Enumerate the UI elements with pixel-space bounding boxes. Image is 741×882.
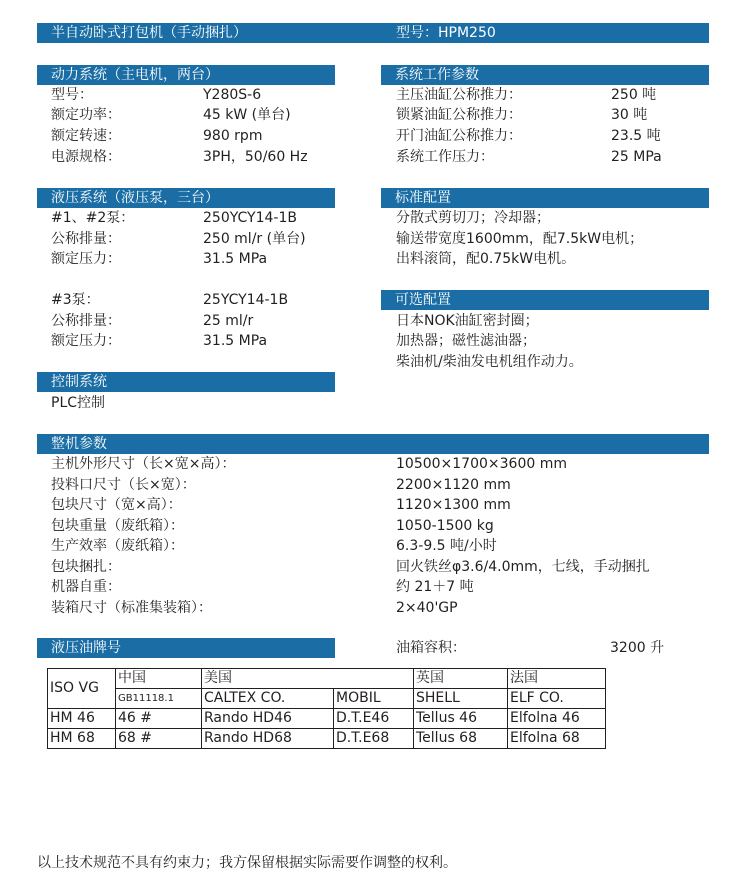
config-line: 输送带宽度1600mm，配7.5kW电机； bbox=[396, 231, 644, 247]
control-text: PLC控制 bbox=[51, 395, 106, 411]
spec-value: 31.5 MPa bbox=[203, 333, 268, 349]
power-section-title: 动力系统（主电机，两台） bbox=[51, 67, 219, 83]
spec-label: 额定压力： bbox=[51, 333, 121, 349]
spec-value: 45 kW (单台) bbox=[203, 107, 291, 123]
spec-label: 机器自重： bbox=[51, 579, 121, 595]
spec-value: 25YCY14-1B bbox=[203, 292, 289, 308]
brand-cell: SHELL bbox=[414, 689, 508, 709]
spec-value: 25 ml/r bbox=[203, 313, 254, 329]
table-cell: D.T.E46 bbox=[334, 709, 414, 729]
spec-label: 系统工作压力： bbox=[396, 149, 494, 165]
spec-label: 型号： bbox=[51, 87, 93, 103]
model-label: 型号：HPM250 bbox=[396, 25, 496, 41]
table-row bbox=[48, 669, 606, 689]
divider bbox=[381, 308, 709, 309]
footer-note: 以上技术规范不具有约束力；我方保留根据实际需要作调整的权利。 bbox=[37, 855, 457, 871]
system-section-header bbox=[381, 65, 709, 85]
spec-label: #3泵： bbox=[51, 292, 100, 308]
standard-section-title: 标准配置 bbox=[395, 190, 451, 206]
spec-value: 约 21＋7 吨 bbox=[396, 579, 474, 595]
spec-value: 980 rpm bbox=[203, 128, 263, 144]
spec-value: 25 MPa bbox=[611, 149, 662, 165]
spec-value: 6.3-9.5 吨/小时 bbox=[396, 538, 497, 554]
table-cell: HM 68 bbox=[48, 729, 116, 749]
table-cell: Rando HD46 bbox=[202, 709, 334, 729]
spec-value: 250YCY14-1B bbox=[203, 210, 297, 226]
spec-value: 250 吨 bbox=[611, 87, 657, 103]
divider bbox=[37, 206, 335, 207]
divider bbox=[381, 83, 709, 84]
table-row bbox=[48, 709, 606, 729]
spec-value: 2×40'GP bbox=[396, 600, 458, 616]
spec-label: 锁紧油缸公称推力： bbox=[396, 107, 522, 123]
brand-cell: CALTEX CO. bbox=[202, 689, 334, 709]
brand-cell: MOBIL bbox=[334, 689, 414, 709]
power-section-header bbox=[37, 65, 335, 85]
spec-label: 包块尺寸（宽×高）： bbox=[51, 497, 182, 513]
doc-title: 半自动卧式打包机（手动捆扎） bbox=[51, 25, 247, 41]
spec-row bbox=[51, 147, 121, 167]
country-cell: 中国 bbox=[116, 669, 202, 689]
tank-value: 3200 升 bbox=[610, 640, 665, 656]
table-cell: 46 # bbox=[116, 709, 202, 729]
country-cell: 法国 bbox=[508, 669, 606, 689]
table-cell: D.T.E68 bbox=[334, 729, 414, 749]
hydraulic-section-title: 液压系统（液压泵，三台） bbox=[51, 190, 219, 206]
table-cell: Tellus 68 bbox=[414, 729, 508, 749]
divider bbox=[381, 206, 709, 207]
spec-label: 电源规格： bbox=[51, 149, 121, 165]
spec-label: 额定转速： bbox=[51, 128, 121, 144]
spec-label: 生产效率（废纸箱）： bbox=[51, 538, 184, 554]
spec-value: Y280S-6 bbox=[203, 87, 262, 103]
table-row bbox=[48, 729, 606, 749]
brand-cell: GB11118.1 bbox=[116, 689, 202, 709]
spec-value: 250 ml/r (单台) bbox=[203, 231, 306, 247]
divider bbox=[37, 390, 335, 391]
config-line: 柴油机/柴油发电机组作动力。 bbox=[396, 354, 583, 370]
spec-label: 开门油缸公称推力： bbox=[396, 128, 522, 144]
spec-value: 31.5 MPa bbox=[203, 251, 268, 267]
config-line: 出料滚筒，配0.75kW电机。 bbox=[396, 251, 576, 267]
header-bar bbox=[37, 23, 709, 43]
spec-value: 10500×1700×3600 mm bbox=[396, 456, 567, 472]
spec-label: 包块重量（废纸箱）： bbox=[51, 518, 184, 534]
spec-label: 投料口尺寸（长×宽）： bbox=[51, 477, 196, 493]
spec-value: 23.5 吨 bbox=[611, 128, 661, 144]
hydraulic-section-header bbox=[37, 188, 335, 208]
standard-section-header bbox=[381, 188, 709, 208]
divider bbox=[37, 452, 709, 453]
tank-label: 油箱容积： bbox=[396, 640, 466, 656]
system-section-title: 系统工作参数 bbox=[395, 67, 479, 83]
spec-value: 2200×1120 mm bbox=[396, 477, 511, 493]
spec-row bbox=[51, 126, 121, 146]
table-cell: HM 46 bbox=[48, 709, 116, 729]
divider bbox=[37, 656, 335, 657]
machine-section-title: 整机参数 bbox=[51, 436, 107, 452]
country-cell: 英国 bbox=[414, 669, 508, 689]
table-cell: Elfolna 68 bbox=[508, 729, 606, 749]
spec-label: 装箱尺寸（标准集装箱）： bbox=[51, 600, 212, 616]
machine-section-header bbox=[37, 434, 709, 454]
spec-label: 主压油缸公称推力： bbox=[396, 87, 522, 103]
config-line: 日本NOK油缸密封圈； bbox=[396, 313, 539, 329]
table-cell: Rando HD68 bbox=[202, 729, 334, 749]
iso-header: ISO VG bbox=[48, 669, 116, 709]
spec-label: 额定压力： bbox=[51, 251, 121, 267]
divider bbox=[37, 83, 335, 84]
spec-value: 30 吨 bbox=[611, 107, 648, 123]
spec-value: 1120×1300 mm bbox=[396, 497, 511, 513]
oil-grade-table bbox=[47, 668, 606, 749]
table-row bbox=[48, 689, 606, 709]
country-cell: 美国 bbox=[202, 669, 414, 689]
spec-row bbox=[51, 105, 121, 125]
control-section-title: 控制系统 bbox=[51, 374, 107, 390]
config-line: 加热器；磁性滤油器； bbox=[396, 333, 536, 349]
spec-label: 公称排量： bbox=[51, 313, 121, 329]
spec-value: 1050-1500 kg bbox=[396, 518, 494, 534]
optional-section-header bbox=[381, 290, 709, 310]
spec-label: 额定功率： bbox=[51, 107, 121, 123]
optional-section-title: 可选配置 bbox=[395, 292, 451, 308]
spec-row bbox=[51, 85, 93, 105]
oil-section-header bbox=[37, 638, 335, 658]
spec-label: 公称排量： bbox=[51, 231, 121, 247]
table-cell: Elfolna 46 bbox=[508, 709, 606, 729]
spec-label: 包块捆扎： bbox=[51, 559, 121, 575]
spec-label: 主机外形尺寸（长×宽×高）： bbox=[51, 456, 236, 472]
config-line: 分散式剪切刀；冷却器； bbox=[396, 210, 550, 226]
oil-section-title: 液压油牌号 bbox=[51, 640, 121, 656]
table-cell: Tellus 46 bbox=[414, 709, 508, 729]
table-cell: 68 # bbox=[116, 729, 202, 749]
spec-label: #1、#2泵： bbox=[51, 210, 135, 226]
control-section-header bbox=[37, 372, 335, 392]
spec-value: 3PH，50/60 Hz bbox=[203, 149, 308, 165]
brand-cell: ELF CO. bbox=[508, 689, 606, 709]
spec-value: 回火铁丝φ3.6/4.0mm，七线，手动捆扎 bbox=[396, 559, 650, 575]
